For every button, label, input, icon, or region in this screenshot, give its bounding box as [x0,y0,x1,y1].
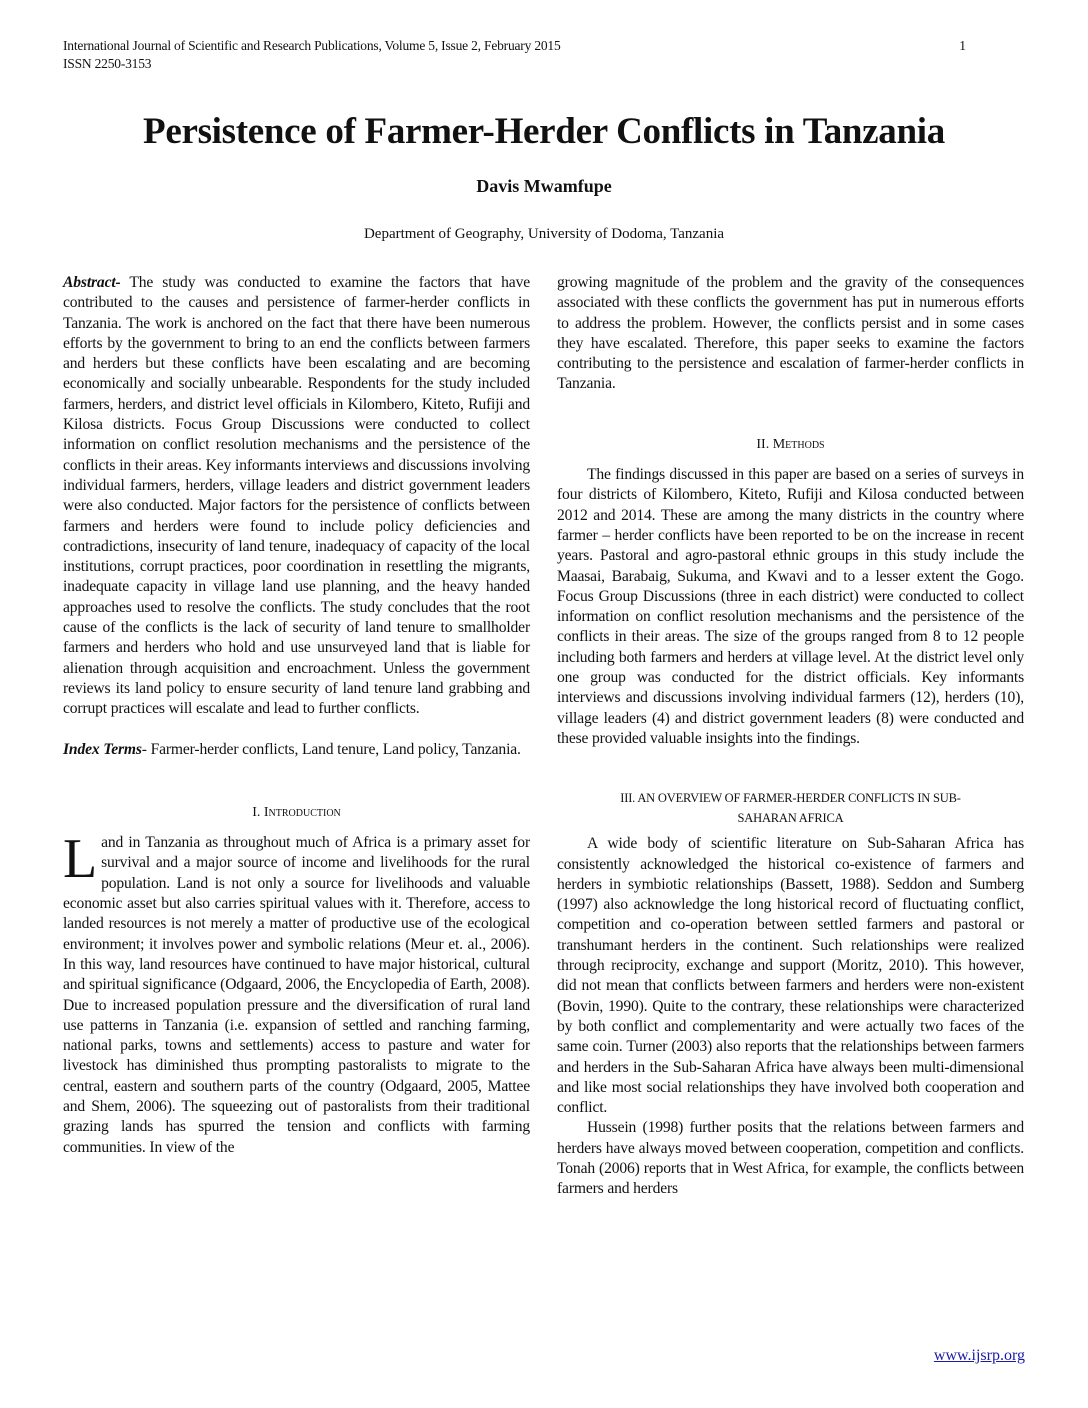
introduction-text: and in Tanzania as throughout much of Africa is a primary asset for survival and a major source of income and livelihoods for the rural population. Land is not only a source for livelihoods and valuable economic asset but also carries spiritual values with it. Therefore, access to landed resources is not merely a matter of productive use of the ecological environment; it involves power and symbolic relations (Meur et. al., 2006). In this way, land resources have continued to have major historical, cultural and spiritual significance (Odgaard, 2006, the Encyclopedia of Earth, 2008). Due to increased population pressure and the diversification of rural land use patterns in Tanzania (i.e. expansion of settled and ranching farming, national parks, towns and settlements) access to pasture and water for livestock has diminished thus prompting pastoralists to migrate to the central, eastern and southern parts of the country (Odgaard, 2005, Mattee and Shem, 2006). The squeezing out of pastoralists from their traditional grazing lands has spurred the tension and conflicts with farming communities. In view of the [63,834,530,1156]
index-terms-paragraph [63,740,530,760]
overview-heading-line1: III. AN OVERVIEW OF FARMER-HERDER CONFLICTS IN SUB- [620,791,961,806]
introduction-heading: I. Introduction [252,804,341,820]
overview-heading-line2: SAHARAN AFRICA [737,811,844,826]
index-terms-text: - Farmer-herder conflicts, Land tenure, Land policy, Tanzania. [141,740,521,758]
methods-paragraph: The findings discussed in this paper are based on a series of surveys in four districts of Kilombero, Kiteto, Rufiji and Kilosa conducted between 2012 and 2014. These are among the many districts in the country where farmer – herder conflicts have been reported to be on the increase in recent years. Pastoral and agro-pastoral ethnic groups in this study include the Maasai, Barabaig, Sukuma, and Kwavi and to a lesser extent the Gogo. Focus Group Discussions (three in each district) were conducted to collect information on conflict resolution mechanisms and the persistence of the conflicts in their areas. The size of the groups ranged from 8 to 12 people including both farmers and herders at village level. At the district level only one group was conducted for the district officials. Key informants interviews and discussions involving individual farmers (12), herders (10), village leaders (4) and district government leaders (8) were conducted and these provided valuable insights into the findings. [557,466,1024,747]
overview-paragraph-1: A wide body of scientific literature on Sub-Saharan Africa has consistently acknowledged the historical co-existence of farmers and herders in symbiotic relationships (Bassett, 1988). Seddon and Sumberg (1997) also acknowledge the long historical record of fluctuating conflict, competition and co-operation between settled farmers and pastoral or transhumant herders in the continent. Such relationships were realized through reciprocity, exchange and support (Moritz, 2010). This however, did not mean that conflicts between farmers and herders were non-existent (Bovin, 1990). Quite to the contrary, these relationships were characterized by both conflict and complementarity and were actually two faces of the same coin. Turner (2003) also reports that the relationships between farmers and herders in the Sub-Saharan Africa have always been multi-dimensional and like most social relationships they have involved both cooperation and conflict. [557,835,1024,1117]
author-name: Davis Mwamfupe [476,176,612,196]
journal-website-link[interactable]: www.ijsrp.org [933,1347,1025,1364]
overview-heading [557,788,1024,828]
abstract-label: Abstract- [63,274,121,291]
paper-title: Persistence of Farmer-Herder Conflicts in Tanzania [143,111,945,152]
introduction-paragraph [63,828,530,1158]
issn-header: ISSN 2250-3153 [63,56,152,71]
left-column [63,273,530,1158]
index-terms-label: Index Terms [63,740,142,758]
introduction-continued: growing magnitude of the problem and the gravity of the consequences associated with these conflicts the government has put in numerous efforts to address the problem. However, the conflicts persist and in some cases they have escalated. Therefore, this paper seeks to examine the factors contributing to the persistence and escalation of farmer-herder conflicts in Tanzania. [557,274,1024,393]
journal-header: International Journal of Scientific and Research Publications, Volume 5, Issue 2, February 2015 [63,38,561,53]
author-affiliation: Department of Geography, University of Dodoma, Tanzania [363,226,725,242]
abstract-paragraph [63,273,530,720]
right-column [557,273,1024,1200]
overview-paragraph-2: Hussein (1998) further posits that the relations between farmers and herders have always moved between cooperation, competition and conflicts. Tonah (2006) reports that in West Africa, for example, the conflicts between farmers and herders [557,1119,1024,1198]
methods-heading: II. Methods [756,436,825,452]
page-number: 1 [959,38,966,53]
drop-cap: L [63,828,98,891]
abstract-text: The study was conducted to examine the factors that have contributed to the causes and persistence of farmer-herder conflicts in Tanzania. The work is anchored on the fact that there have been numerous efforts by the government to bring to an end the conflicts between farmers and herders but these conflicts have been escalating and are becoming economically and socially unbearable. Respondents for the study included farmers, herders, and district level officials in Kilombero, Kiteto, Rufiji and Kilosa districts. Focus Group Discussions were conducted to collect information on conflict resolution mechanisms and the persistence of the conflicts in their areas. Key informants interviews and discussions involving individual farmers, herders, village leaders and district government leaders were also conducted. Major factors for the persistence of conflicts between farmers and herders were found to include policy deficiencies and contradictions, insecurity of land tenure, inadequacy of capacity of the local institutions, corrupt practices, poor coordination in resettling the migrants, inadequate capacity in village land use planning, and the heavy handed approaches used to resolve the conflicts. The study concludes that the root cause of the conflicts is the lack of security of land tenure to smallholder farmers and herders who hold and use unsurveyed land that is liable for alienation through acquisition and encroachment. Unless the government reviews its land policy to ensure security of land tenure land grabbing and corrupt practices will escalate and lead to further conflicts. [63,274,530,718]
